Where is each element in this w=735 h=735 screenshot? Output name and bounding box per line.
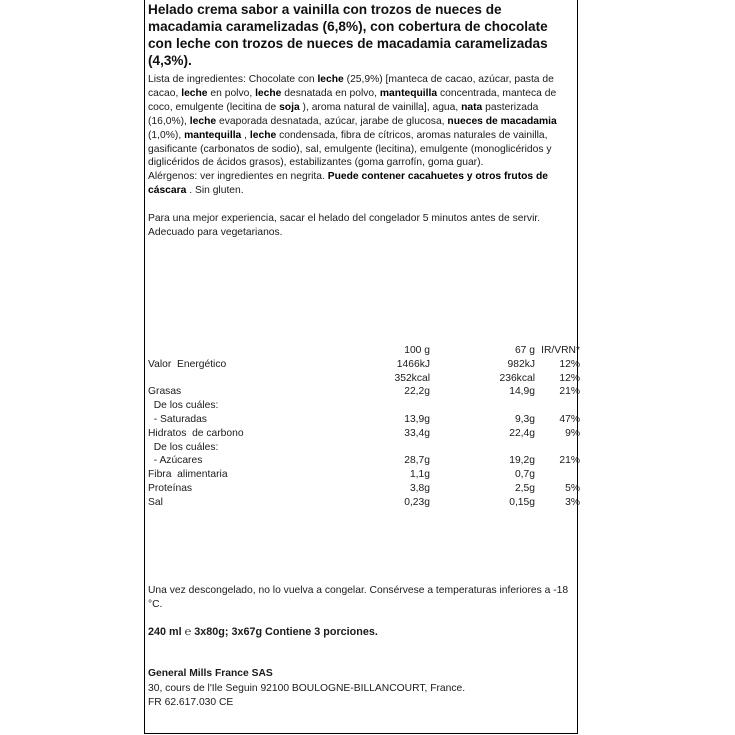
allergen-milk: leche	[249, 129, 277, 141]
ingredient-text: (1,0%),	[148, 129, 185, 141]
value-per-portion: 14,9g	[509, 386, 535, 398]
value-per-100g: 13,9g	[404, 413, 430, 425]
value-per-portion: 9,3g	[514, 413, 535, 425]
value-per-portion: 22,4g	[509, 427, 535, 439]
value-per-100g: 3,8g	[409, 482, 430, 494]
allergen-milk: leche	[317, 74, 344, 85]
allergen-butter: mantequilla	[379, 87, 438, 99]
nutrient-label: De los cuáles:	[148, 441, 219, 453]
ingredient-text: ), aroma natural de vainilla], agua,	[299, 101, 462, 113]
value-ri: 47%	[559, 413, 580, 425]
nutrient-label: Valor Energético	[148, 358, 227, 370]
value-ri: 12%	[559, 358, 580, 370]
nutrition-row	[148, 468, 580, 482]
nutrition-row	[148, 496, 580, 510]
nutrition-row	[148, 413, 580, 427]
nutrient-label: Fibra alimentaria	[148, 469, 228, 481]
value-per-100g: 28,7g	[404, 455, 430, 467]
value-ri: 9%	[565, 427, 580, 439]
manufacturer-info	[148, 667, 465, 711]
company-name: General Mills France SAS	[148, 668, 273, 679]
value-per-100g: 352kcal	[394, 372, 430, 384]
value-ri: 12%	[559, 372, 580, 384]
nutrition-row	[148, 358, 580, 372]
value-ri: 5%	[565, 482, 580, 494]
value-ri	[535, 399, 580, 413]
value-per-portion	[430, 399, 535, 413]
ingredient-text: condensada, fibra de cítricos, aromas naturales de vainilla, gasificante (carbonatos de sodio), sal, emulgente (lecitina), emulgente (monoglicéridos y diglicéridos de ácidos grasos), estabilizantes (goma garrofín, goma guar).	[148, 129, 552, 169]
value-per-100g: 1,1g	[409, 469, 430, 481]
nutrition-header-row	[148, 344, 580, 358]
value-per-100g: 0,23g	[404, 496, 430, 508]
allergen-milk: leche	[189, 115, 217, 127]
value-per-100g	[366, 441, 430, 455]
value-ri: 3%	[565, 496, 580, 508]
ingredient-text: Lista de ingredientes: Chocolate con	[148, 74, 318, 85]
nutrition-row	[148, 454, 580, 468]
serving-advice	[148, 212, 574, 240]
nutrition-row	[148, 441, 580, 455]
value-per-portion: 982kJ	[507, 358, 535, 370]
nutrient-label: Grasas	[148, 386, 182, 398]
nutrition-header-label	[148, 344, 366, 358]
allergen-macadamia: nueces de macadamia	[447, 115, 557, 127]
value-per-100g: 22,2g	[404, 386, 430, 398]
allergen-butter: mantequilla	[184, 129, 242, 141]
company-address: 30, cours de l'Ile Seguin 92100 BOULOGNE-BILLANCOURT, France.	[148, 682, 466, 694]
nutrient-label: - Saturadas	[148, 413, 207, 425]
estimated-sign-icon: ℮	[184, 626, 192, 638]
allergens-may-contain: Puede contener cacahuetes y otros frutos de cáscara	[148, 171, 549, 197]
storage-instructions: Una vez descongelado, no lo vuelva a congelar. Consérvese a temperaturas inferiores a -18 °C.	[148, 585, 569, 610]
volume: 240 ml	[148, 626, 182, 638]
ingredients-list	[148, 73, 574, 198]
serving-tip: Para una mejor experiencia, sacar el helado del congelador 5 minutos antes de servir.	[148, 213, 541, 225]
nutrient-label: Hidratos de carbono	[148, 427, 244, 439]
nutrition-row	[148, 482, 580, 496]
nutrition-row	[148, 399, 580, 413]
value-per-portion: 0,7g	[514, 469, 535, 481]
allergen-milk: leche	[181, 87, 208, 99]
ingredient-text: pasterizada (16,0%),	[148, 101, 539, 127]
ingredient-text: concentrada, manteca de coco, emulgente (lecitina de	[148, 87, 557, 113]
value-ri	[535, 468, 580, 482]
ingredient-text: desnatada en polvo,	[281, 87, 380, 99]
net-quantity	[148, 626, 378, 638]
nutrition-header-100g: 100 g	[404, 345, 430, 356]
ingredient-text: ,	[241, 129, 250, 141]
nutrient-label: Proteínas	[148, 482, 193, 494]
nutrient-label: - Azúcares	[148, 455, 203, 467]
nutrition-table	[148, 344, 580, 510]
product-title: Helado crema sabor a vainilla con trozos de nueces de macadamia caramelizadas (6,8%), con cobertura de chocolate con leche con trozos de nueces de macadamia caramelizadas (4,3%).	[148, 2, 548, 68]
nutrition-header-portion: 67 g	[514, 345, 535, 356]
nutrition-row	[148, 372, 580, 386]
ingredient-text: en polvo,	[207, 87, 256, 99]
vegetarian-note: Adecuado para vegetarianos.	[148, 227, 283, 239]
allergen-milk: leche	[255, 87, 282, 99]
nutrient-label: Sal	[148, 496, 163, 508]
value-per-100g: 1466kJ	[396, 358, 430, 370]
portion-info: 3x80g; 3x67g Contiene 3 porciones.	[191, 626, 378, 638]
value-per-portion: 2,5g	[514, 482, 535, 494]
value-per-portion: 236kcal	[499, 372, 535, 384]
value-per-100g: 33,4g	[404, 427, 430, 439]
allergens-note: Alérgenos: ver ingredientes en negrita.	[148, 171, 328, 183]
label-content	[148, 1, 574, 240]
value-ri	[535, 441, 580, 455]
company-id: FR 62.617.030 CE	[148, 697, 234, 708]
allergen-soy: soja	[279, 101, 300, 113]
allergens-note: . Sin gluten.	[186, 185, 244, 197]
nutrition-row	[148, 385, 580, 399]
nutrition-header-ri: IR/VRN*	[541, 345, 580, 356]
value-ri: 21%	[559, 455, 580, 467]
ingredient-text: (25,9%) [manteca de cacao, azúcar, pasta de cacao,	[148, 74, 554, 99]
value-per-portion: 19,2g	[509, 455, 535, 467]
value-ri: 21%	[559, 386, 580, 398]
allergen-cream: nata	[461, 101, 483, 113]
nutrient-label	[148, 372, 366, 386]
value-per-portion	[430, 441, 535, 455]
ingredient-text: evaporada desnatada, azúcar, jarabe de glucosa,	[216, 115, 448, 127]
value-per-portion: 0,15g	[509, 496, 535, 508]
nutrient-label: De los cuáles:	[148, 400, 219, 412]
nutrition-row	[148, 427, 580, 441]
value-per-100g	[366, 399, 430, 413]
